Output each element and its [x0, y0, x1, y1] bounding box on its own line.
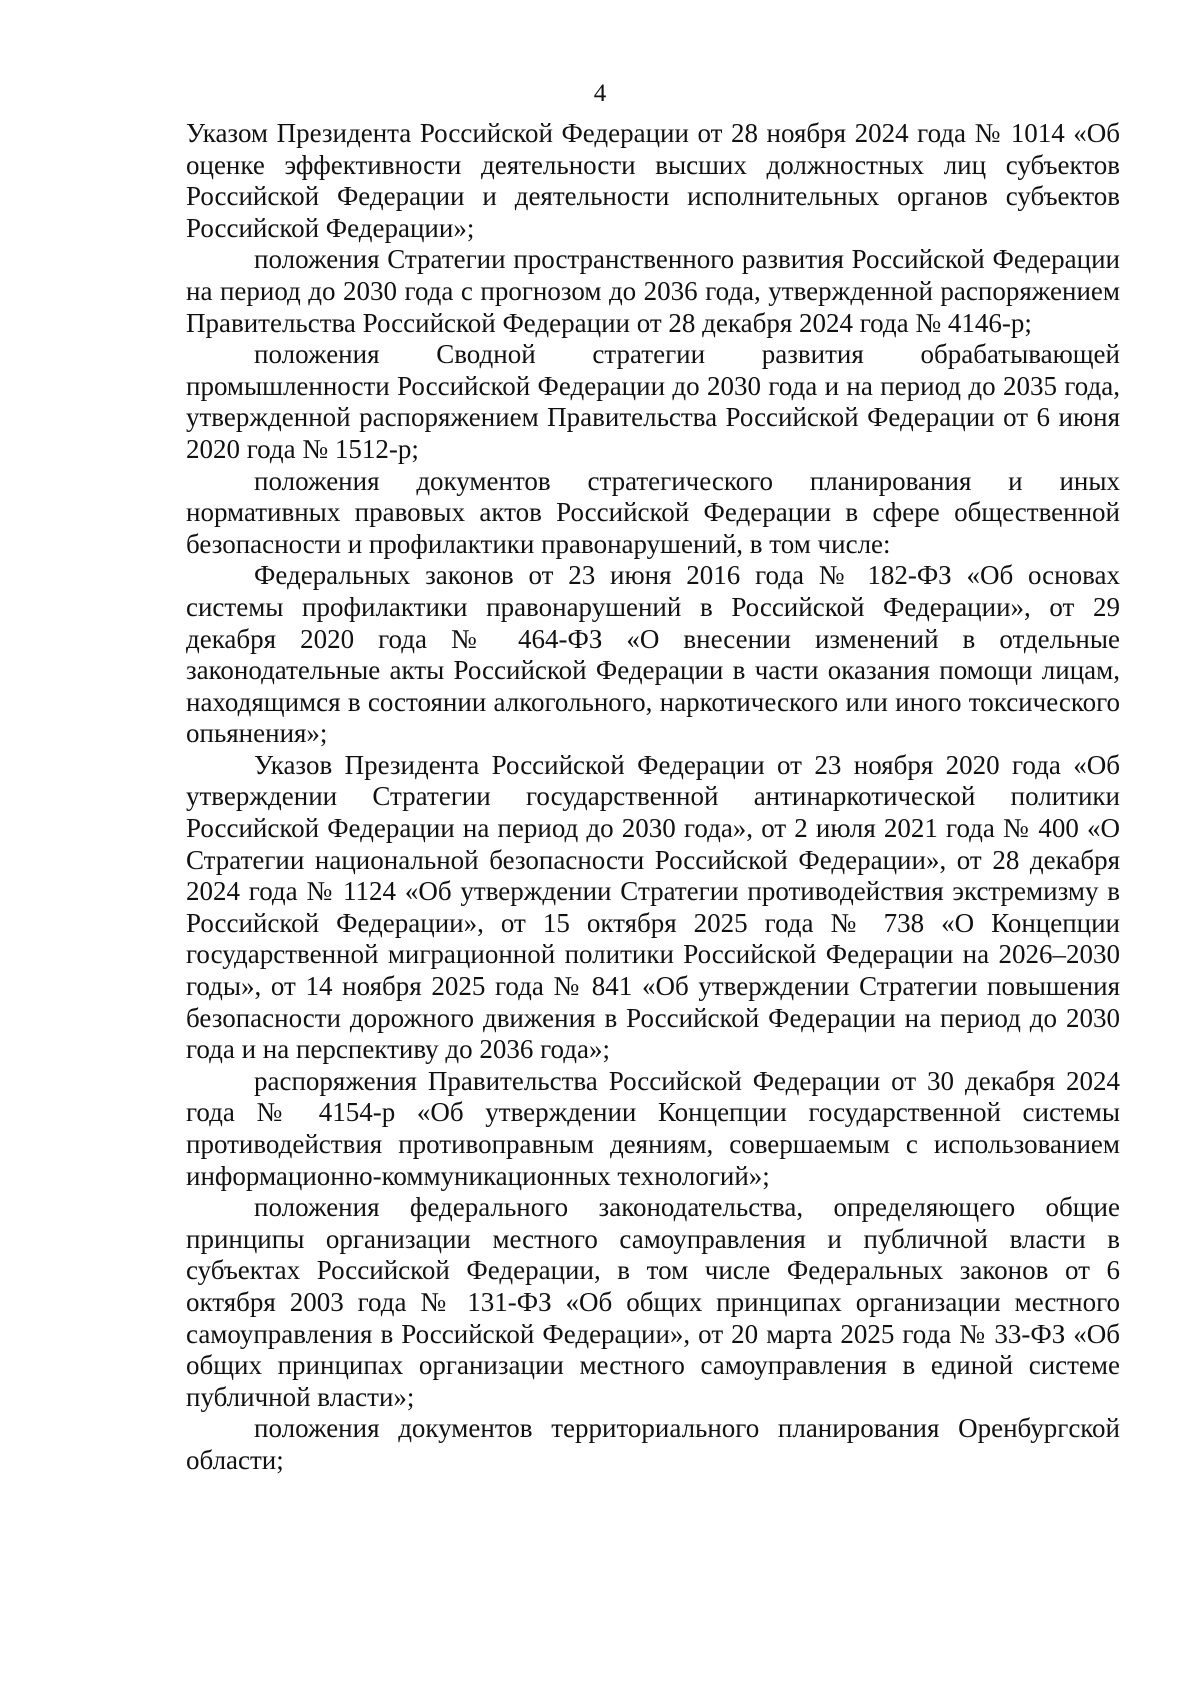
paragraph: Федеральных законов от 23 июня 2016 года № 182-ФЗ «Об основах системы профилактики правонарушений в Российской Федерации», от 29 декабря 2020 года № 464-ФЗ «О внесении изменений в отдельные законодательные акты Российской Федерации в части оказания помощи лицам, находящимся в состоянии алкогольного, наркотического или иного токсического опьянения»; [186, 560, 1120, 749]
paragraph: положения Стратегии пространственного развития Российской Федерации на период до 2030 года с прогнозом до 2036 года, утвержденной распоряжением Правительства Российской Федерации от 28 декабря 2024 года № 4146-р; [186, 244, 1120, 338]
document-body [186, 118, 1120, 1477]
paragraph: распоряжения Правительства Российской Федерации от 30 декабря 2024 года № 4154-р «Об утверждении Концепции государственной системы противодействия противоправным деяниям, совершаемым с использованием информационно-коммуникационных технологий»; [186, 1065, 1120, 1191]
paragraph: положения документов стратегического планирования и иных нормативных правовых актов Российской Федерации в сфере общественной безопасности и профилактики правонарушений, в том числе: [186, 465, 1120, 559]
paragraph: положения Сводной стратегии развития обрабатывающей промышленности Российской Федерации до 2030 года и на период до 2035 года, утвержденной распоряжением Правительства Российской Федерации от 6 июня 2020 года № 1512-р; [186, 339, 1120, 464]
paragraph: положения документов территориального планирования Оренбургской области; [186, 1413, 1120, 1475]
page-number: 4 [593, 80, 607, 107]
paragraph: Указов Президента Российской Федерации от 23 ноября 2020 года «Об утверждении Стратегии государственной антинаркотической политики Российской Федерации на период до 2030 года», от 2 июля 2021 года № 400 «О Стратегии национальной безопасности Российской Федерации», от 28 декабря 2024 года № 1124 «Об утверждении Стратегии противодействия экстремизму в Российской Федерации», от 15 октября 2025 года № 738 «О Концепции государственной миграционной политики Российской Федерации на 2026–2030 годы», от 14 ноября 2025 года № 841 «Об утверждении Стратегии повышения безопасности дорожного движения в Российской Федерации на период до 2030 года и на перспективу до 2036 года»; [186, 749, 1120, 1065]
paragraph: Указом Президента Российской Федерации от 28 ноября 2024 года № 1014 «Об оценке эффективности деятельности высших должностных лиц субъектов Российской Федерации и деятельности исполнительных органов субъектов Российской Федерации»; [186, 118, 1120, 243]
paragraph: положения федерального законодательства, определяющего общие принципы организации местного самоуправления и публичной власти в субъектах Российской Федерации, в том числе Федеральных законов от 6 октября 2003 года № 131-ФЗ «Об общих принципах организации местного самоуправления в Российской Федерации», от 20 марта 2025 года № 33-ФЗ «Об общих принципах организации местного самоуправления в единой системе публичной власти»; [186, 1192, 1120, 1412]
